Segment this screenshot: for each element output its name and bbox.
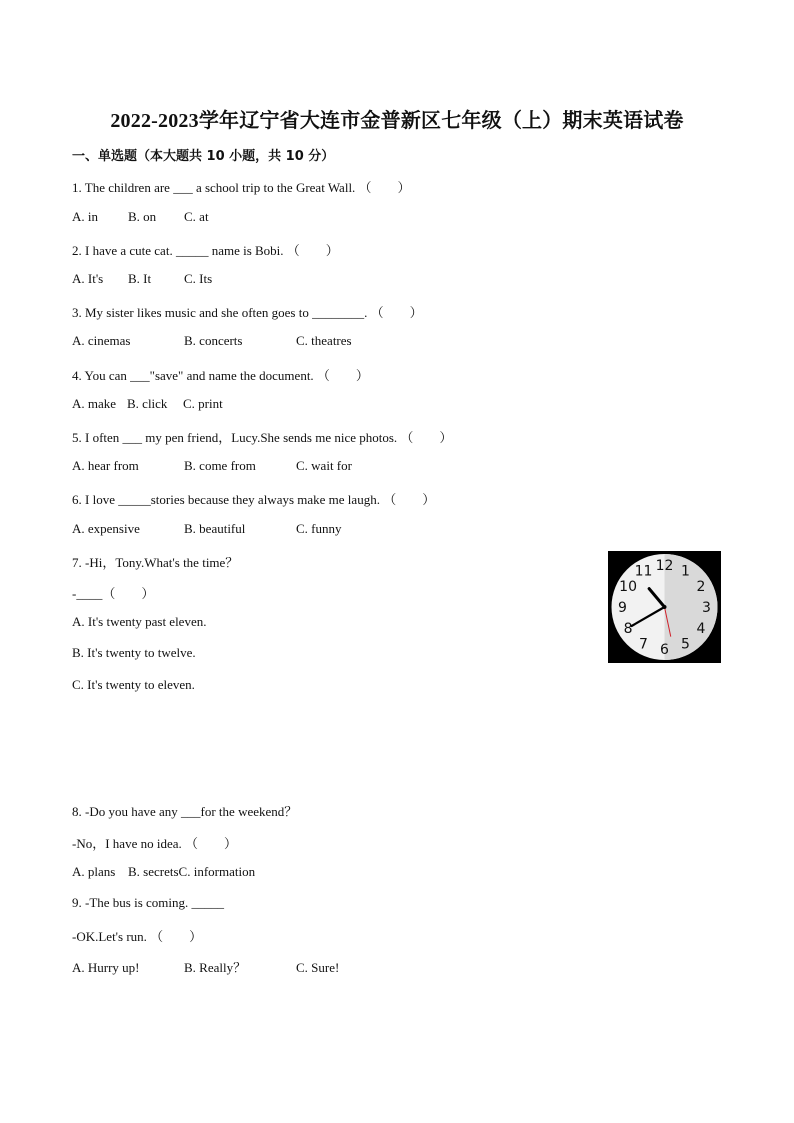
option-c[interactable]: C. Sure! (296, 960, 340, 975)
option-c[interactable]: C. Its (184, 271, 213, 286)
option-a[interactable]: A. in (72, 209, 98, 224)
question-9-stem: 9. -The bus is coming. _____ (72, 895, 225, 910)
option-b[interactable]: B. on (128, 209, 157, 224)
section-heading: 一、单选题（本大题共 10 小题，共 10 分） (72, 149, 335, 164)
option-b[interactable]: B. click (127, 396, 168, 411)
option-a[interactable]: A. expensive (72, 521, 140, 536)
option-a[interactable]: A. hear from (72, 458, 139, 473)
question-2-options (72, 271, 212, 287)
option-c[interactable]: C. at (184, 209, 209, 224)
option-b[interactable]: B. come from (184, 458, 256, 473)
clock-numeral: 1 (681, 563, 690, 580)
option-a[interactable]: A. plans (72, 864, 116, 879)
question-8-reply: -No，I have no idea. （ ） (72, 836, 237, 851)
option-c[interactable]: C. wait for (296, 458, 352, 473)
question-8-stem: 8. -Do you have any ___for the weekend？ (72, 804, 298, 819)
clock-numeral: 5 (681, 636, 690, 653)
option-c[interactable]: C. funny (296, 521, 342, 536)
clock-center (663, 605, 667, 609)
question-5-options (72, 458, 352, 474)
question-1-options (72, 209, 209, 225)
option-c[interactable]: C. print (183, 396, 223, 411)
option-a[interactable]: A. It's twenty past eleven. (72, 614, 207, 629)
clock-numeral: 9 (618, 600, 627, 616)
option-b[interactable]: B. It (128, 271, 152, 286)
question-6-stem: 6. I love _____stories because they always make me laugh. （ ） (72, 492, 436, 507)
option-b[interactable]: B. It's twenty to twelve. (72, 645, 196, 660)
question-3-options (72, 333, 352, 349)
option-c[interactable]: C. It's twenty to eleven. (72, 677, 195, 692)
clock-numeral: 8 (623, 621, 633, 637)
clock-image (608, 551, 721, 663)
clock-numeral: 10 (619, 579, 638, 595)
question-3-stem: 3. My sister likes music and she often goes to ________. （ ） (72, 305, 423, 320)
option-a[interactable]: A. make (72, 396, 117, 411)
clock-numeral: 11 (634, 563, 653, 580)
question-2-stem: 2. I have a cute cat. _____ name is Bobi. （ ） (72, 243, 339, 258)
page-title: 2022-2023学年辽宁省大连市金普新区七年级（上）期末英语试卷 (110, 110, 684, 132)
option-c[interactable]: C. information (178, 864, 256, 879)
option-a[interactable]: A. Hurry up! (72, 960, 140, 975)
question-7-stem: 7. -Hi，Tony.What's the time？ (72, 555, 239, 570)
question-4-stem: 4. You can ___"save" and name the document. （ ） (72, 368, 369, 383)
option-b[interactable]: B. secrets (128, 864, 179, 879)
clock-numeral: 2 (696, 579, 706, 595)
clock-numeral: 4 (696, 621, 706, 637)
question-9-reply: -OK.Let's run. （ ） (72, 929, 203, 944)
clock-numeral: 6 (660, 642, 669, 658)
option-b[interactable]: B. beautiful (184, 521, 246, 536)
clock-numeral: 7 (639, 636, 648, 653)
clock-numeral: 3 (702, 600, 711, 616)
question-7-reply: -____（ ） (72, 586, 155, 601)
option-b[interactable]: B. concerts (184, 333, 243, 348)
question-5-stem: 5. I often ___ my pen friend，Lucy.She sends me nice photos. （ ） (72, 430, 453, 445)
question-8-options (72, 864, 255, 880)
question-6-options (72, 521, 342, 537)
question-4-options (72, 396, 223, 412)
option-a[interactable]: A. cinemas (72, 333, 131, 348)
clock-numeral: 12 (655, 558, 674, 574)
option-b[interactable]: B. Really？ (184, 960, 247, 975)
question-1-stem: 1. The children are ___ a school trip to the Great Wall. （ ） (72, 180, 411, 195)
question-9-options (72, 957, 339, 976)
option-c[interactable]: C. theatres (296, 333, 352, 348)
option-a[interactable]: A. It's (72, 271, 104, 286)
